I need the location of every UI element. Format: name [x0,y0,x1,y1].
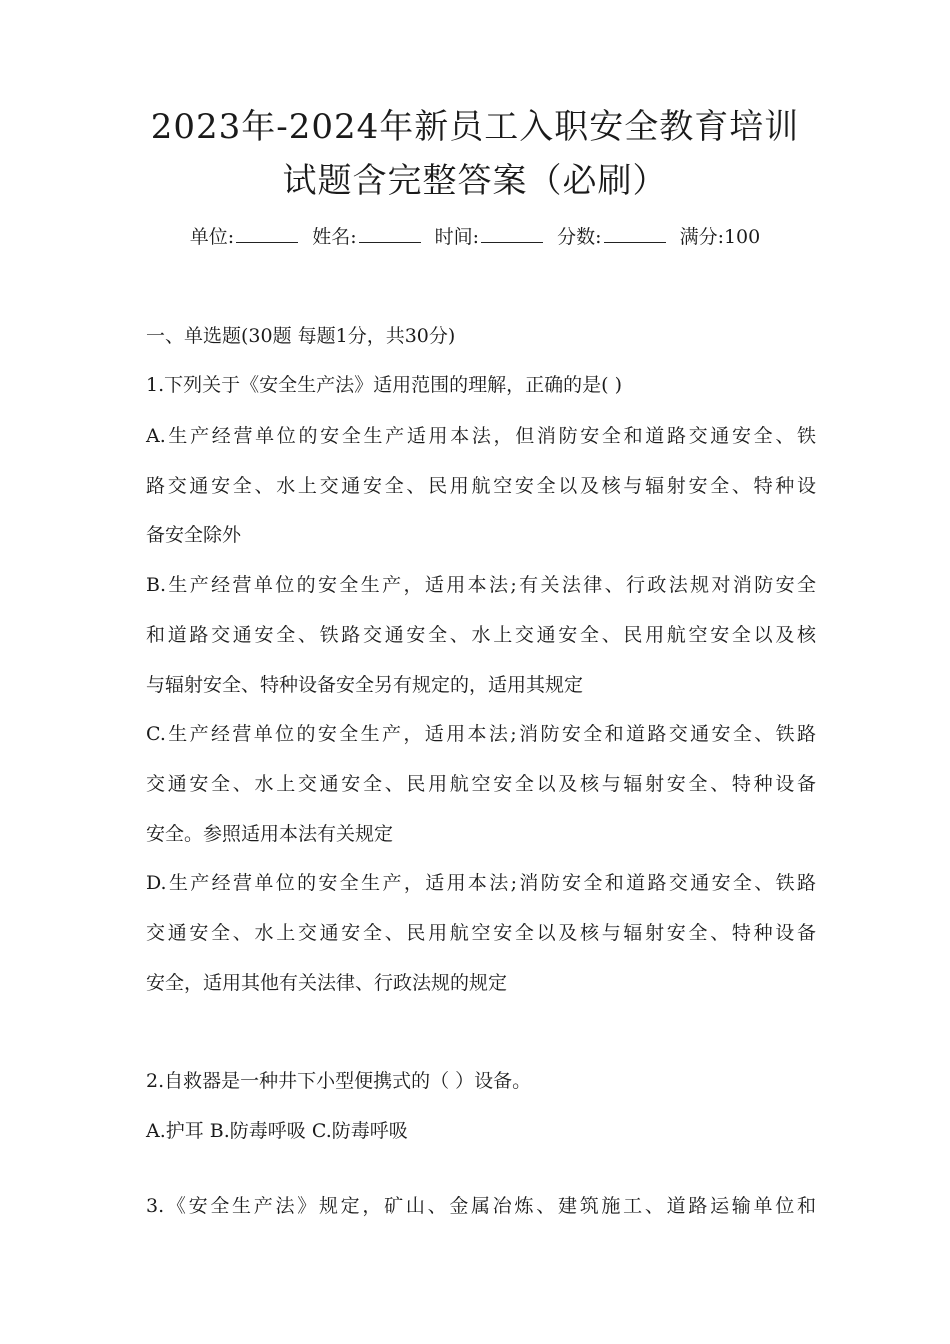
question-1-option-d-line-3: 安全，适用其他有关法律、行政法规的规定 [146,972,508,994]
name-label: 姓名: [312,226,357,248]
question-1-option-c-line-2: 交通安全、水上交通安全、民用航空安全以及核与辐射安全、特种设备 [146,773,816,795]
time-blank [481,224,543,243]
question-1-option-d-line-2: 交通安全、水上交通安全、民用航空安全以及核与辐射安全、特种设备 [146,922,816,944]
question-3-stem: 3.《安全生产法》规定，矿山、金属冶炼、建筑施工、道路运输单位和 [146,1195,816,1217]
question-1-option-c-line-1: C.生产经营单位的安全生产，适用本法;消防安全和道路交通安全、铁路 [146,723,816,745]
question-1-option-a-line-3: 备安全除外 [146,524,242,546]
question-1-stem: 1.下列关于《安全生产法》适用范围的理解，正确的是( ) [146,374,622,396]
question-1-option-b-line-3: 与辐射安全、特种设备安全另有规定的，适用其规定 [146,674,584,696]
score-label: 分数: [557,226,602,248]
exam-info-row [0,222,950,252]
question-2-stem: 2.自救器是一种井下小型便携式的（ ）设备。 [146,1070,532,1092]
question-1-option-d-line-1: D.生产经营单位的安全生产，适用本法;消防安全和道路交通安全、铁路 [146,872,816,894]
document-title-line-2: 试题含完整答案（必刷） [282,161,668,201]
question-1-option-c-line-3: 安全。参照适用本法有关规定 [146,823,394,845]
document-title-line-1: 2023年-2024年新员工入职安全教育培训 [150,107,800,147]
question-2-options: A.护耳 B.防毒呼吸 C.防毒呼吸 [146,1120,408,1142]
section-heading: 一、单选题(30题 每题1分，共30分) [146,325,456,347]
question-1-option-b-line-2: 和道路交通安全、铁路交通安全、水上交通安全、民用航空安全以及核 [146,624,816,646]
unit-blank [236,224,298,243]
unit-label: 单位: [189,226,235,248]
question-1-option-a-line-2: 路交通安全、水上交通安全、民用航空安全以及核与辐射安全、特种设 [146,475,816,497]
name-blank [359,224,421,243]
score-blank [604,224,666,243]
time-label: 时间: [434,226,480,248]
full-score: 满分:100 [679,226,761,248]
question-1-option-b-line-1: B.生产经营单位的安全生产，适用本法;有关法律、行政法规对消防安全 [146,574,816,596]
question-1-option-a-line-1: A.生产经营单位的安全生产适用本法，但消防安全和道路交通安全、铁 [146,425,816,447]
